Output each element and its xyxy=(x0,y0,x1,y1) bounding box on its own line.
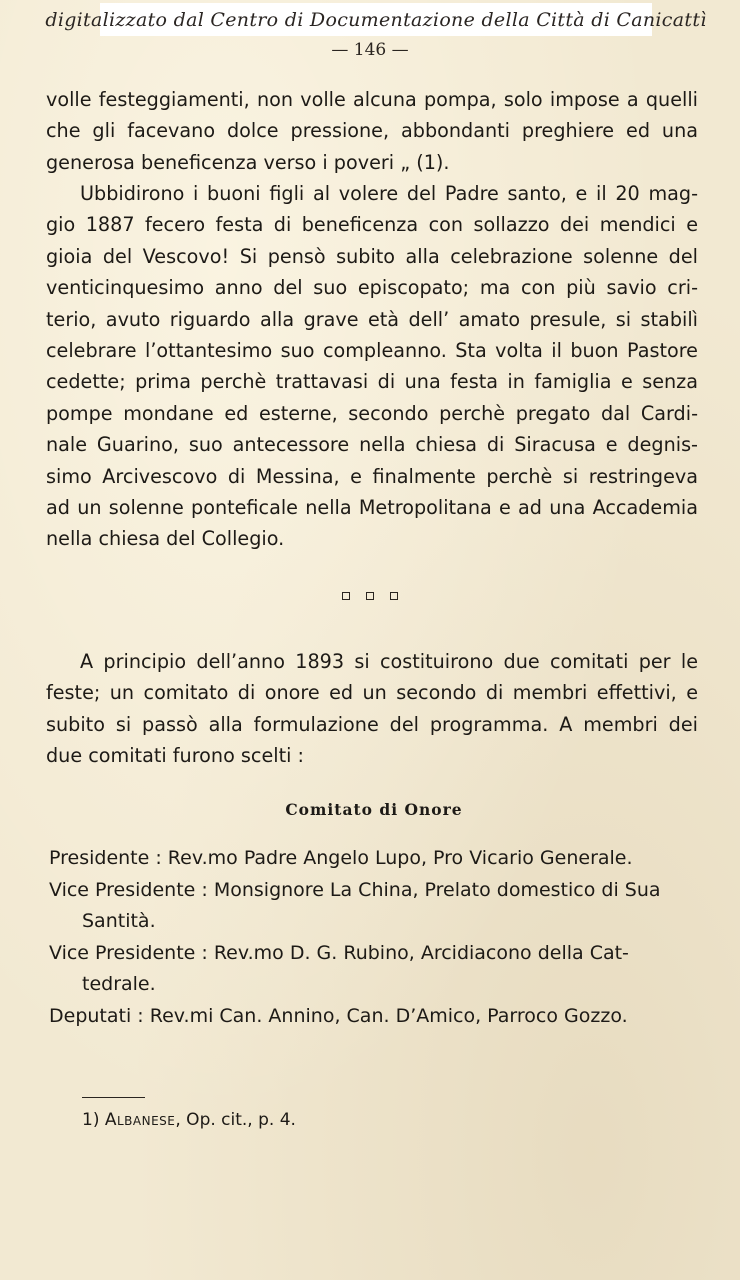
committee-member-continuation: Santità. xyxy=(82,910,156,933)
paragraph-line: feste; un comitato di onore ed un secondo di membri effettivi, e xyxy=(46,681,698,705)
section-separator xyxy=(0,592,740,600)
footnote-divider xyxy=(82,1097,145,1098)
committee-heading: Comitato di Onore xyxy=(285,800,463,819)
paragraph-line: generosa beneficenza verso i poveri „ (1). xyxy=(46,150,450,174)
paragraph-line: volle festeggiamenti, non volle alcuna pompa, solo impose a quelli xyxy=(46,88,698,111)
paragraph-line: Ubbidirono i buoni figli al volere del Padre santo, e il 20 mag- xyxy=(80,182,698,205)
footnote-author: Albanese xyxy=(104,1110,176,1130)
paragraph-line: nale Guarino, suo antecessore nella chiesa di Siracusa e degnis- xyxy=(46,433,698,457)
paragraph-line: simo Arcivescovo di Messina, e finalmente perchè si restringeva xyxy=(46,464,698,488)
digitization-watermark: digitalizzato dal Centro di Documentazione della Città di Canicattì xyxy=(100,3,652,36)
paragraph-2 xyxy=(46,178,698,555)
paragraph-line: due comitati furono scelti : xyxy=(46,744,305,768)
committee-member: Vice Presidente : Monsignore La China, Prelato domestico di Sua xyxy=(49,878,661,901)
committee-member: Presidente : Rev.mo Padre Angelo Lupo, Pro Vicario Generale. xyxy=(49,847,633,869)
footnote xyxy=(82,1110,296,1130)
paragraph-line: A principio dell’anno 1893 si costituirono due comitati per le xyxy=(80,650,698,673)
committee-member: Vice Presidente : Rev.mo D. G. Rubino, Arcidiacono della Cat- xyxy=(49,941,629,964)
separator-square-icon xyxy=(390,592,398,600)
paragraph-line: celebrare l’ottantesimo suo compleanno. Sta volta il buon Pastore xyxy=(46,338,698,362)
paragraph-1 xyxy=(46,84,698,178)
paragraph-line: che gli facevano dolce pressione, abbondanti preghiere ed una xyxy=(46,119,698,143)
committee-member: Deputati : Rev.mi Can. Annino, Can. D’Amico, Parroco Gozzo. xyxy=(49,1004,628,1027)
footnote-number: 1) xyxy=(82,1110,100,1130)
paragraph-line: nella chiesa del Collegio. xyxy=(46,527,285,551)
page-number: — 146 — xyxy=(331,40,409,60)
paragraph-line: subito si passò alla formulazione del programma. A membri dei xyxy=(46,712,698,736)
paragraph-line: venticinquesimo anno del suo episcopato; ma con più savio cri- xyxy=(46,276,698,300)
paragraph-line: pompe mondane ed esterne, secondo perchè pregato dal Cardi- xyxy=(46,401,698,425)
paragraph-line: gio 1887 fecero festa di beneficenza con sollazzo dei mendici e xyxy=(46,213,698,237)
paragraph-line: cedette; prima perchè trattavasi di una festa in famiglia e senza xyxy=(46,370,698,394)
committee-list xyxy=(49,843,704,1033)
paragraph-line: gioia del Vescovo! Si pensò subito alla celebrazione solenne del xyxy=(46,244,698,268)
footnote-citation: , Op. cit., p. 4. xyxy=(175,1110,296,1130)
separator-square-icon xyxy=(342,592,350,600)
committee-member-continuation: tedrale. xyxy=(82,973,156,996)
separator-square-icon xyxy=(366,592,374,600)
paragraph-line: ad un solenne ponteficale nella Metropolitana e ad una Accademia xyxy=(46,495,698,519)
paragraph-line: terio, avuto riguardo alla grave età dell’ amato presule, si stabilì xyxy=(46,307,698,331)
paragraph-3 xyxy=(46,646,698,772)
